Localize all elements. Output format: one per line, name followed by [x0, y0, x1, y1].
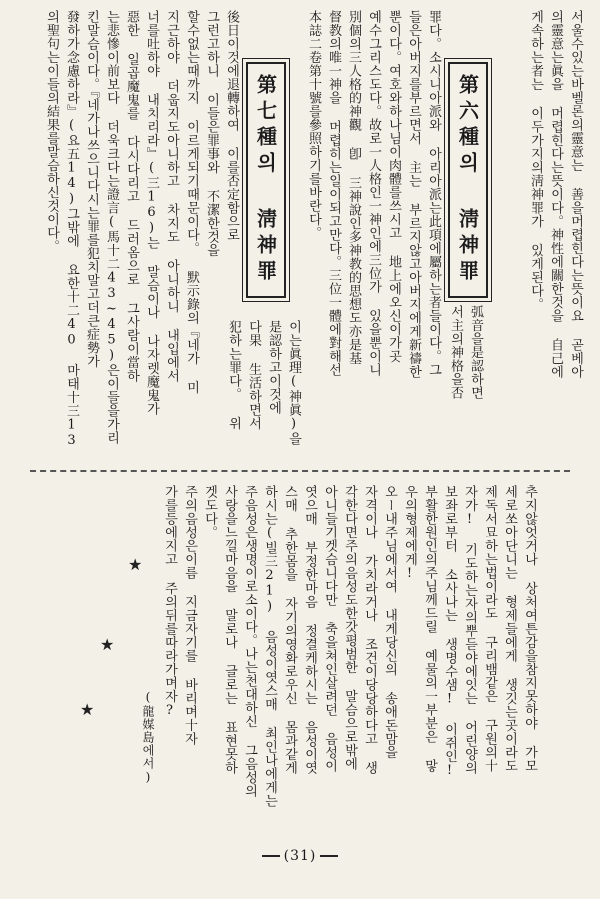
text-column: 의聖句는이들의結果를말슴하신것이다。 — [44, 10, 59, 253]
text-column: 가를등에지고 주의뒤를따라가며자? — [162, 485, 177, 719]
text-column: 發하가念慮하라』(요五14)그밖에 요한十二40 마태十三13 — [64, 10, 79, 449]
lower-section — [0, 475, 600, 835]
text-column: 是認하고이것에 — [266, 320, 281, 415]
text-column: 서울수있는바벨론의靈意는 善을머렵힌다는뜻이요 곧베아 — [568, 10, 583, 379]
text-column: 킨말슴이다。『네가나쓰으니다시는罪를犯치말고더큰症勢가 — [84, 10, 99, 368]
text-column: 자격이나 가치라거나 조건이당당하다고 생 — [362, 485, 377, 775]
text-column: 사랑을느낄마음을 말로나 글로는 표현못하 — [222, 485, 237, 775]
text-column: 추지않엇거나 상처여튼감을참지못하야 가모 — [522, 485, 537, 773]
text-column: 後日이것에退轉하여 이를否定함으로 — [224, 10, 239, 242]
page-number-dash — [320, 855, 338, 857]
section-divider — [30, 470, 570, 472]
star-ornament-icon: ★ — [128, 555, 143, 574]
text-column: 오ー내주님에서여 내게당신의 송애돈맘을 — [382, 485, 397, 759]
text-column: 犯하는罪다。 위 — [226, 320, 241, 430]
text-column: 그런고하니 이들은罪事와 不潔한것을 — [204, 10, 219, 257]
text-column: 督教의唯一神을 머렵히는일이되고만다。三位一體에對해선 — [326, 10, 341, 377]
page-number-dash — [262, 855, 280, 857]
text-column: 스매 추한몸을 자기의영화로우신 몸과같게 — [282, 485, 297, 775]
text-column: 罪다。소시니아派와 아리아派는此項에屬하는者들이다。그 — [426, 10, 441, 377]
text-column: 이는眞理(神眞)을 — [286, 320, 301, 446]
text-column: 보좌로부터 소사나는 생명수샘! 이쥐인! — [442, 485, 457, 779]
text-column: 들은아버지를부르면서 主는 부르지않고아버지에게新禱한 — [406, 10, 421, 379]
text-column: 주의음성은이름 지금자기를 바리며十자 — [182, 485, 197, 746]
star-ornament-icon: ★ — [100, 635, 115, 654]
text-column: 는悲慘이前보다 더욱크다는證言(馬十二43~45)은이들을가리 — [104, 10, 119, 445]
text-column: 엿으매 부정한마음 정결케하시는 음성이엿 — [302, 485, 317, 775]
text-column: 本誌二卷第十號를參照하기를바란다。 — [306, 10, 321, 240]
text-column: 아니들기겟슴니다만 축을쳐인살려던 음성이 — [322, 485, 337, 773]
text-column: 부활한원인의주님께드릴 예물의一부분은 맣 — [422, 485, 437, 773]
star-ornament-icon: ★ — [80, 700, 95, 719]
text-column: 할수없는때까지 이르게되기때문이다。 默示錄의『네가 미 — [184, 10, 199, 394]
text-column: 弧音을是認하면 — [468, 305, 483, 400]
text-column: 뿐이다。여호와하나님이肉體를쓰시고 地上에오신이가곳 — [386, 10, 401, 363]
text-column: 하시는(빌三21) 음성이엿스매 최인나에게는 — [262, 485, 277, 808]
text-column: 너를吐하야 내치리라』(三16)는 말슴이나 나자렛魔鬼가 — [144, 10, 159, 416]
text-column: 서主의神格을否 — [448, 305, 463, 400]
text-column: 지근하야 더웁지도아니하고 차지도 아니하니 내입에서 — [164, 10, 179, 383]
text-column: 자가! 기도하는자의뿌듣야에잇는 어린양의 — [462, 485, 477, 775]
text-column: 세로쏘아단니는 형제들에게 생깃는곳이라도 — [502, 485, 517, 773]
text-column: 게속하는者는 이두가지의淸神罪가 있게된다。 — [528, 10, 543, 311]
text-column: 다果 生活하면서 — [246, 320, 261, 430]
text-column: 의靈意는眞을 머렵힌다는뜻이다。神性에關한것을 自己에 — [548, 10, 563, 379]
text-column: 惡한 일곱魔鬼를 다시다리고 드러옴으로 그사람이當하 — [124, 10, 139, 383]
section-7-title: 第七種의 淸神罪 — [246, 62, 286, 298]
page-number: (31) — [240, 848, 360, 864]
text-column: 주음성은생명이로소이다。나는천대하신 그음성의 — [242, 485, 257, 798]
text-column: 제독서묘하는법이라도 구리뱀같은 구원의十 — [482, 485, 497, 773]
source-caption: (龍媒島에서) — [141, 690, 155, 785]
text-column: 각한다면주의음성도한갓평범한 말슴으로밖에 — [342, 485, 357, 771]
section-6-title: 第六種의 淸神罪 — [448, 62, 488, 298]
page-number-value: 31 — [290, 848, 310, 864]
text-column: 겟도다。 — [202, 485, 217, 539]
text-column: 別個의三人格的神觀 卽 三神說인多神教的思想도亦是基 — [346, 10, 361, 365]
text-column: 우의형제에게! — [402, 485, 417, 582]
text-column: 예수그리스도다。故로一人格인一神인에三位가 있을뿐이니 — [366, 10, 381, 377]
